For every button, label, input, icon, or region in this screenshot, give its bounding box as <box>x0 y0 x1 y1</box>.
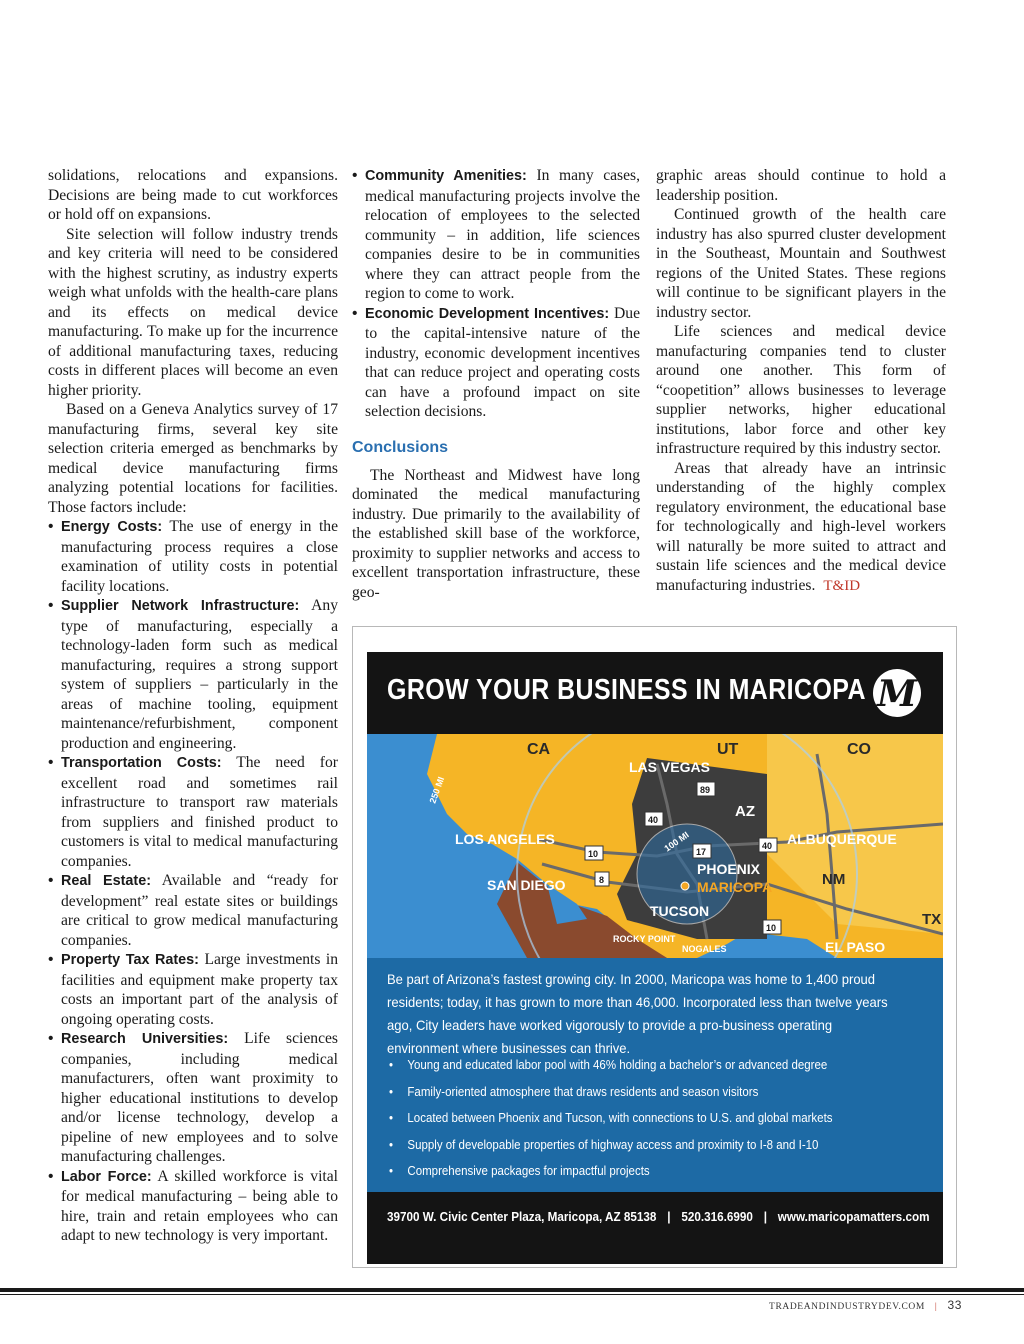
ad-bullet: • Supply of developable properties of highway access and proximity to I-8 and I-10 <box>389 1132 886 1159</box>
paragraph-text: Areas that already have an intrinsic understanding of the highly complex regulatory environment, the educational base for technologically and high-level workers will naturally be more suited to attract and sustain life sciences and the medical device manufacturing industries. <box>656 459 946 594</box>
logo-letter: M <box>877 673 917 715</box>
bullet-text: Large investments in facilities and equipment make property tax costs an important part of the analysis of ongoing operating costs. <box>61 951 339 1028</box>
bullet-text: Any type of manufacturing, especially a technology-laden form such as medical manufacturing, requires a strong support system of suppliers – particularly in the areas of machine tooling, equipment maintenance/refurbishment, component production and engineering. <box>61 597 338 752</box>
bullet-label: Research Universities: <box>61 1031 229 1047</box>
highway-shield: 17 <box>696 847 707 857</box>
paragraph: graphic areas should continue to hold a leadership position. <box>656 167 946 204</box>
ad-website: www.maricopamatters.com <box>777 1209 930 1224</box>
ad-description: Be part of Arizona’s fastest growing city. In 2000, Maricopa was home to 1,400 proud residents; today, it has grown to more than 46,000. Incorporated less than twelve years ago, City leaders have worked vigorously to provide a pro-business operating environment where businesses can thrive. <box>387 971 888 1056</box>
bullet-text: A skilled workforce is vital for medical manufacturing – being able to hire, train and retain employees who can adapt to new technology is very important. <box>61 1167 339 1244</box>
paragraph: solidations, relocations and expansions. Decisions are being made to cut workforces or hold off on expansions. <box>48 167 338 223</box>
ad-contact-line: 39700 W. Civic Center Plaza, Maricopa, AZ 85138 | 520.316.6990 | www.maricopamatters.com <box>387 1209 930 1224</box>
section-heading: Conclusions <box>352 438 449 456</box>
end-mark: T&ID <box>823 577 861 594</box>
map-city-rocky-point: ROCKY POINT <box>613 934 676 944</box>
paragraph: The Northeast and Midwest have long dominated the medical manufacturing industry. Due primarily to the availability of the established skill base of the workforce, proximity to supplier networks and access to excellent transportation infrastructure, these geo- <box>352 466 640 601</box>
factor-bullet <box>48 1167 338 1246</box>
bullet-text: Life sciences companies, including medical manufacturers, often want proximity to higher educational institutions to develop and/or license technology, develop a pipeline of new employees and to solve manufacturing challenges. <box>61 1030 339 1165</box>
map-label-az: AZ <box>735 803 755 820</box>
bullet-label: Real Estate: <box>61 873 152 889</box>
bullet-label: Transportation Costs: <box>61 755 222 771</box>
bullet-label: Community Amenities: <box>365 168 527 184</box>
factor-bullet <box>48 1029 338 1167</box>
bullet-label: Supplier Network Infrastructure: <box>61 598 300 614</box>
paragraph: Based on a Geneva Analytics survey of 17 manufacturing firms, several key site selection criteria emerged as benchmarks by medical device manufacturing firms analyzing potential locations for facilities. Those factors include: <box>48 401 338 516</box>
map-city-tucson: TUCSON <box>650 903 710 919</box>
map-ring-label: 100 MI <box>662 829 691 854</box>
page-footer <box>769 1298 962 1312</box>
ad-header <box>367 652 943 734</box>
highway-shield: 89 <box>700 785 711 795</box>
map-city-phoenix: PHOENIX <box>697 861 761 877</box>
factor-bullet <box>48 950 338 1029</box>
page-number: 33 <box>947 1298 962 1312</box>
bullet-label: Economic Development Incentives: <box>365 305 610 322</box>
bullet-label: Property Tax Rates: <box>61 952 199 968</box>
paragraph: Life sciences and medical device manufacturing companies tend to cluster around one another. This form of “coopetition” allows businesses to leverage supplier networks, higher educational institutions, labor force and other key infrastructure required by this industry sector. <box>656 323 946 457</box>
ad-title: GROW YOUR BUSINESS IN MARICOPA <box>387 674 866 706</box>
factor-bullet <box>48 596 338 753</box>
factor-bullet <box>48 753 338 871</box>
map-city-los-angeles: LOS ANGELES <box>455 831 555 847</box>
paragraph: Continued growth of the health care industry has also spurred cluster development in the Southeast, Mountain and Southwest regions of the United States. These regions will continue to be significant players in the industry sector. <box>656 206 946 321</box>
ad-bullet-list <box>389 1052 886 1185</box>
maricopa-advertisement <box>352 626 957 1268</box>
factor-bullet <box>48 517 338 596</box>
bullet-label: Energy Costs: <box>61 519 163 535</box>
map-label-nm: NM <box>822 871 846 888</box>
ad-address: 39700 W. Civic Center Plaza, Maricopa, AZ 85138 <box>387 1209 657 1224</box>
footer-rule-thin <box>0 1294 1024 1295</box>
ad-footer <box>367 1192 943 1264</box>
factor-bullet <box>48 871 338 950</box>
highway-shield: 10 <box>588 849 599 859</box>
highway-shield: 40 <box>648 815 659 825</box>
ad-bullet: • Young and educated labor pool with 46% holding a bachelor’s or advanced degree <box>389 1052 886 1079</box>
article-column-1 <box>48 166 338 1246</box>
map-city-las-vegas: LAS VEGAS <box>629 759 710 775</box>
map-ring-label: 250 MI <box>427 775 447 805</box>
footer-site: TRADEANDINDUSTRYDEV.COM <box>769 1302 925 1312</box>
footer-rule <box>0 1288 1024 1292</box>
map-label-ca: CA <box>527 741 551 758</box>
region-map <box>367 734 943 958</box>
bullet-text: Available and “ready for development” real estate sites or buildings are critical to grow medical manufacturing companies. <box>61 872 338 949</box>
bullet-text: The need for excellent road and sometimes rail infrastructure to transport raw materials from suppliers and finished product to customers is vital to medical manufacturing companies. <box>61 754 338 870</box>
article-column-3 <box>656 166 946 596</box>
map-city-nogales: NOGALES <box>682 944 727 954</box>
bullet-text: Due to the capital-intensive nature of the industry, economic development incentives that can reduce project and operating costs can have a profound impact on site selection decisions. <box>365 304 641 420</box>
ad-panel <box>367 652 943 1264</box>
paragraph: Site selection will follow industry trends and key criteria will need to be considered with the highest scrutiny, as industry experts weigh what unfolds with the health-care plans and its effects on medical device manufacturing. To make up for the incurrence of additional manufacturing taxes, reducing costs in different places will become an even higher priority. <box>48 225 338 399</box>
map-city-el-paso: EL PASO <box>825 939 886 955</box>
ad-phone: 520.316.6990 <box>681 1209 753 1224</box>
factor-bullet <box>352 304 640 422</box>
ad-bullet: • Comprehensive packages for impactful projects <box>389 1158 886 1185</box>
highway-shield: 40 <box>762 841 773 851</box>
map-label-tx: TX <box>922 911 942 928</box>
article-column-2 <box>352 166 640 602</box>
ad-bullet: • Located between Phoenix and Tucson, with connections to U.S. and global markets <box>389 1105 886 1132</box>
bullet-label: Labor Force: <box>61 1168 152 1185</box>
map-label-co: CO <box>847 741 871 758</box>
maricopa-logo-icon <box>867 666 927 720</box>
highway-shield: 8 <box>599 875 605 885</box>
paragraph <box>656 459 946 597</box>
map-city-albuquerque: ALBUQUERQUE <box>787 831 897 847</box>
bullet-text: In many cases, medical manufacturing projects involve the relocation of employees to the selected community – in addition, life sciences companies desire to be in communities where they can attract people from the region to come to work. <box>365 167 641 302</box>
map-city-maricopa: MARICOPA <box>697 879 773 895</box>
highway-shield: 10 <box>766 923 777 933</box>
footer-separator: | <box>934 1302 938 1312</box>
factor-bullet <box>352 166 640 304</box>
ad-info-panel <box>367 958 943 1192</box>
map-city-san-diego: SAN DIEGO <box>487 877 566 893</box>
ad-bullet: • Family-oriented atmosphere that draws residents and season visitors <box>389 1079 886 1106</box>
bullet-text: The use of energy in the manufacturing process requires a close examination of utility costs in potential facility locations. <box>61 518 338 595</box>
map-label-ut: UT <box>717 741 739 758</box>
